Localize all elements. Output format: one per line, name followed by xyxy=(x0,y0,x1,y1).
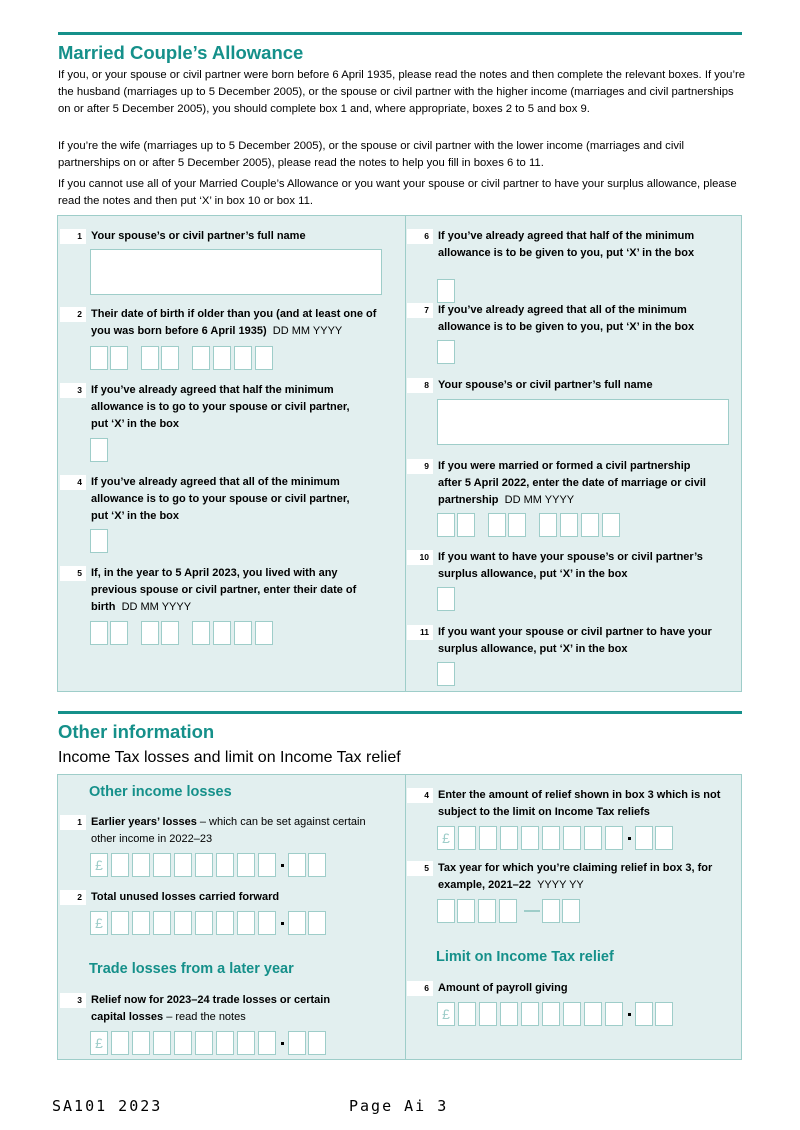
pound-digit-box[interactable] xyxy=(542,1002,560,1026)
pound-sign-icon: £ xyxy=(90,853,108,877)
box-number: 2 xyxy=(60,307,86,322)
pound-digit-box[interactable] xyxy=(500,826,518,850)
pence-digit-box[interactable] xyxy=(635,1002,653,1026)
year-digit-box[interactable] xyxy=(192,346,210,370)
pence-digit-box[interactable] xyxy=(308,853,326,877)
pound-digit-box[interactable] xyxy=(132,911,150,935)
box-number: 5 xyxy=(407,861,433,876)
checkbox-half-allowance-to-spouse[interactable] xyxy=(90,438,108,462)
mca-form-panel xyxy=(57,215,742,692)
pound-sign-icon: £ xyxy=(90,911,108,935)
pound-digit-box[interactable] xyxy=(458,826,476,850)
question-label: If you’ve already agreed that all of the minimum allowance is to be given to you, put ‘X’ in the box xyxy=(438,304,695,333)
pence-digit-box[interactable] xyxy=(655,826,673,850)
date-format-hint: DD MM YYYY xyxy=(504,494,575,506)
pound-digit-box[interactable] xyxy=(195,911,213,935)
month-digit-box[interactable] xyxy=(161,621,179,645)
pound-digit-box[interactable] xyxy=(132,853,150,877)
pound-digit-box[interactable] xyxy=(237,911,255,935)
question-label xyxy=(91,814,381,848)
question-label xyxy=(438,860,718,894)
section-title-other-information: Other information xyxy=(58,721,215,742)
question-label xyxy=(91,992,361,1026)
decimal-point xyxy=(281,1042,284,1045)
month-digit-box[interactable] xyxy=(141,621,159,645)
year-separator-dash xyxy=(524,910,540,912)
subheading-trade-losses: Trade losses from a later year xyxy=(89,961,294,977)
pound-digit-box[interactable] xyxy=(258,911,276,935)
year-digit-box[interactable] xyxy=(255,621,273,645)
decimal-point xyxy=(281,922,284,925)
question-label: If you’ve already agreed that half the minimum allowance is to go to your spouse or civil partner, put ‘X’ in the box xyxy=(91,384,350,430)
column-divider xyxy=(405,216,406,691)
question-label: If you’ve already agreed that half of the minimum allowance is to be given to you, put ‘X’ in the box xyxy=(438,230,695,259)
question-label: If you’ve already agreed that all of the minimum allowance is to go to your spouse or civil partner, put ‘X’ in the box xyxy=(91,476,350,522)
pound-digit-box[interactable] xyxy=(563,826,581,850)
month-digit-box[interactable] xyxy=(508,513,526,537)
column-divider xyxy=(405,775,406,1059)
pound-digit-box[interactable] xyxy=(479,826,497,850)
year-digit-box[interactable] xyxy=(602,513,620,537)
date-format-hint: DD MM YYYY xyxy=(121,601,192,613)
decimal-point xyxy=(628,837,631,840)
year-digit-box[interactable] xyxy=(478,899,496,923)
question-label: Amount of payroll giving xyxy=(438,982,568,994)
pound-digit-box[interactable] xyxy=(237,1031,255,1055)
year-digit-box[interactable] xyxy=(542,899,560,923)
section-title-married-couples-allowance: Married Couple’s Allowance xyxy=(58,42,304,63)
checkbox-all-allowance-to-you[interactable] xyxy=(437,340,455,364)
intro-paragraph-1: If you, or your spouse or civil partner were born before 6 April 1935, please read the notes and then complete the relevant boxes. If you’re the husband (marriages up to 5 December 2005), or the spouse or civil partner with the higher income (marriages and civil partnerships on or after 5 December 2005), you should complete box 1 and, where appropriate, boxes 2 to 5 and box 9. xyxy=(58,69,746,115)
box-number: 6 xyxy=(407,981,433,996)
pound-digit-box[interactable] xyxy=(605,826,623,850)
month-digit-box[interactable] xyxy=(488,513,506,537)
checkbox-give-surplus-allowance[interactable] xyxy=(437,662,455,686)
page-number: Page Ai 3 xyxy=(349,1097,449,1115)
pound-digit-box[interactable] xyxy=(216,911,234,935)
year-digit-box[interactable] xyxy=(192,621,210,645)
year-digit-box[interactable] xyxy=(437,899,455,923)
question-label xyxy=(91,306,393,340)
pound-digit-box[interactable] xyxy=(195,1031,213,1055)
form-reference: SA101 2023 xyxy=(52,1097,163,1115)
day-digit-box[interactable] xyxy=(90,621,108,645)
box-number: 8 xyxy=(407,378,433,393)
question-label: Total unused losses carried forward xyxy=(91,891,280,903)
box-number: 5 xyxy=(60,566,86,581)
pence-digit-box[interactable] xyxy=(308,1031,326,1055)
subheading-limit-on-relief: Limit on Income Tax relief xyxy=(436,949,614,965)
pound-digit-box[interactable] xyxy=(153,911,171,935)
pence-digit-box[interactable] xyxy=(635,826,653,850)
pound-digit-box[interactable] xyxy=(111,911,129,935)
pound-digit-box[interactable] xyxy=(195,853,213,877)
month-digit-box[interactable] xyxy=(161,346,179,370)
year-digit-box[interactable] xyxy=(213,621,231,645)
year-digit-box[interactable] xyxy=(539,513,557,537)
pound-sign-icon: £ xyxy=(90,1031,108,1055)
question-label: If you want to have your spouse’s or civil partner’s surplus allowance, put ‘X’ in the box xyxy=(438,551,703,580)
year-digit-box[interactable] xyxy=(499,899,517,923)
question-text: Relief now for 2023–24 trade losses or certain capital losses xyxy=(91,994,331,1023)
intro-paragraph-2: If you’re the wife (marriages up to 5 December 2005), or the spouse or civil partner with the lower income (marriages and civil partnerships on or after 5 December 2005), please read the notes to help you fill in boxes 6 to 11. xyxy=(58,140,684,169)
pound-digit-box[interactable] xyxy=(132,1031,150,1055)
day-digit-box[interactable] xyxy=(457,513,475,537)
box-number: 4 xyxy=(60,475,86,490)
pound-digit-box[interactable] xyxy=(521,1002,539,1026)
question-label xyxy=(91,565,361,616)
box-number: 2 xyxy=(60,890,86,905)
pound-digit-box[interactable] xyxy=(111,1031,129,1055)
day-digit-box[interactable] xyxy=(110,346,128,370)
year-digit-box[interactable] xyxy=(255,346,273,370)
question-note: – which can be set against certain other income in 2022–23 xyxy=(91,816,366,845)
question-label xyxy=(438,458,708,509)
question-label: Your spouse’s or civil partner’s full name xyxy=(91,230,306,242)
year-digit-box[interactable] xyxy=(234,346,252,370)
checkbox-all-allowance-to-spouse[interactable] xyxy=(90,529,108,553)
year-digit-box[interactable] xyxy=(457,899,475,923)
pound-sign-icon: £ xyxy=(437,1002,455,1026)
question-text: If you were married or formed a civil partnership after 5 April 2022, enter the date of marriage or civil partnership xyxy=(438,460,706,506)
day-digit-box[interactable] xyxy=(437,513,455,537)
pound-digit-box[interactable] xyxy=(521,826,539,850)
losses-form-panel xyxy=(57,774,742,1060)
box-number: 1 xyxy=(60,229,86,244)
day-digit-box[interactable] xyxy=(90,346,108,370)
pound-digit-box[interactable] xyxy=(563,1002,581,1026)
subheading-other-income-losses: Other income losses xyxy=(89,784,232,800)
date-format-hint: DD MM YYYY xyxy=(272,325,343,337)
box-number: 3 xyxy=(60,993,86,1008)
pence-digit-box[interactable] xyxy=(288,853,306,877)
year-digit-box[interactable] xyxy=(234,621,252,645)
pound-digit-box[interactable] xyxy=(237,853,255,877)
box-number: 11 xyxy=(407,625,433,640)
year-digit-box[interactable] xyxy=(562,899,580,923)
tax-year-format-hint: YYYY YY xyxy=(537,879,584,891)
pound-digit-box[interactable] xyxy=(500,1002,518,1026)
checkbox-half-allowance-to-you[interactable] xyxy=(437,279,455,303)
question-label: If you want your spouse or civil partner to have your surplus allowance, put ‘X’ in the box xyxy=(438,626,712,655)
section-top-rule xyxy=(58,711,742,714)
pound-digit-box[interactable] xyxy=(174,853,192,877)
box-number: 4 xyxy=(407,788,433,803)
pence-digit-box[interactable] xyxy=(288,1031,306,1055)
question-text: Their date of birth if older than you (and at least one of you was born before 6 April 1935) xyxy=(91,308,377,337)
question-text: If, in the year to 5 April 2023, you lived with any previous spouse or civil partner, enter their date of birth xyxy=(91,567,357,613)
checkbox-receive-surplus-allowance[interactable] xyxy=(437,587,455,611)
pence-digit-box[interactable] xyxy=(655,1002,673,1026)
pound-digit-box[interactable] xyxy=(258,1031,276,1055)
spouse-full-name-input[interactable] xyxy=(90,249,382,295)
pound-digit-box[interactable] xyxy=(258,853,276,877)
pound-digit-box[interactable] xyxy=(584,1002,602,1026)
pound-digit-box[interactable] xyxy=(111,853,129,877)
pound-digit-box[interactable] xyxy=(542,826,560,850)
pound-digit-box[interactable] xyxy=(458,1002,476,1026)
pound-digit-box[interactable] xyxy=(174,1031,192,1055)
year-digit-box[interactable] xyxy=(560,513,578,537)
section-top-rule xyxy=(58,32,742,35)
section-subtitle: Income Tax losses and limit on Income Tax relief xyxy=(58,749,401,766)
year-digit-box[interactable] xyxy=(213,346,231,370)
pound-digit-box[interactable] xyxy=(153,853,171,877)
pound-digit-box[interactable] xyxy=(174,911,192,935)
pound-sign-icon: £ xyxy=(437,826,455,850)
decimal-point xyxy=(281,864,284,867)
pound-digit-box[interactable] xyxy=(216,853,234,877)
pence-digit-box[interactable] xyxy=(288,911,306,935)
box-number: 6 xyxy=(407,229,433,244)
box-number: 10 xyxy=(407,550,433,565)
pound-digit-box[interactable] xyxy=(605,1002,623,1026)
year-digit-box[interactable] xyxy=(581,513,599,537)
intro-paragraph-3: If you cannot use all of your Married Couple’s Allowance or you want your spouse or civil partner to have your surplus allowance, please read the notes and then put ‘X’ in box 10 or box 11. xyxy=(58,178,737,207)
box-number: 7 xyxy=(407,303,433,318)
box-number: 3 xyxy=(60,383,86,398)
box-number: 9 xyxy=(407,459,433,474)
question-text: Tax year for which you’re claiming relief in box 3, for example, 2021–22 xyxy=(438,862,713,891)
question-label: Your spouse’s or civil partner’s full name xyxy=(438,379,653,391)
month-digit-box[interactable] xyxy=(141,346,159,370)
pence-digit-box[interactable] xyxy=(308,911,326,935)
question-note: – read the notes xyxy=(166,1011,246,1023)
decimal-point xyxy=(628,1013,631,1016)
box-number: 1 xyxy=(60,815,86,830)
spouse-full-name-input-2[interactable] xyxy=(437,399,729,445)
question-text: Earlier years’ losses xyxy=(91,816,197,828)
pound-digit-box[interactable] xyxy=(584,826,602,850)
pound-digit-box[interactable] xyxy=(479,1002,497,1026)
question-label: Enter the amount of relief shown in box 3 which is not subject to the limit on Income Tax reliefs xyxy=(438,789,721,818)
pound-digit-box[interactable] xyxy=(216,1031,234,1055)
day-digit-box[interactable] xyxy=(110,621,128,645)
pound-digit-box[interactable] xyxy=(153,1031,171,1055)
